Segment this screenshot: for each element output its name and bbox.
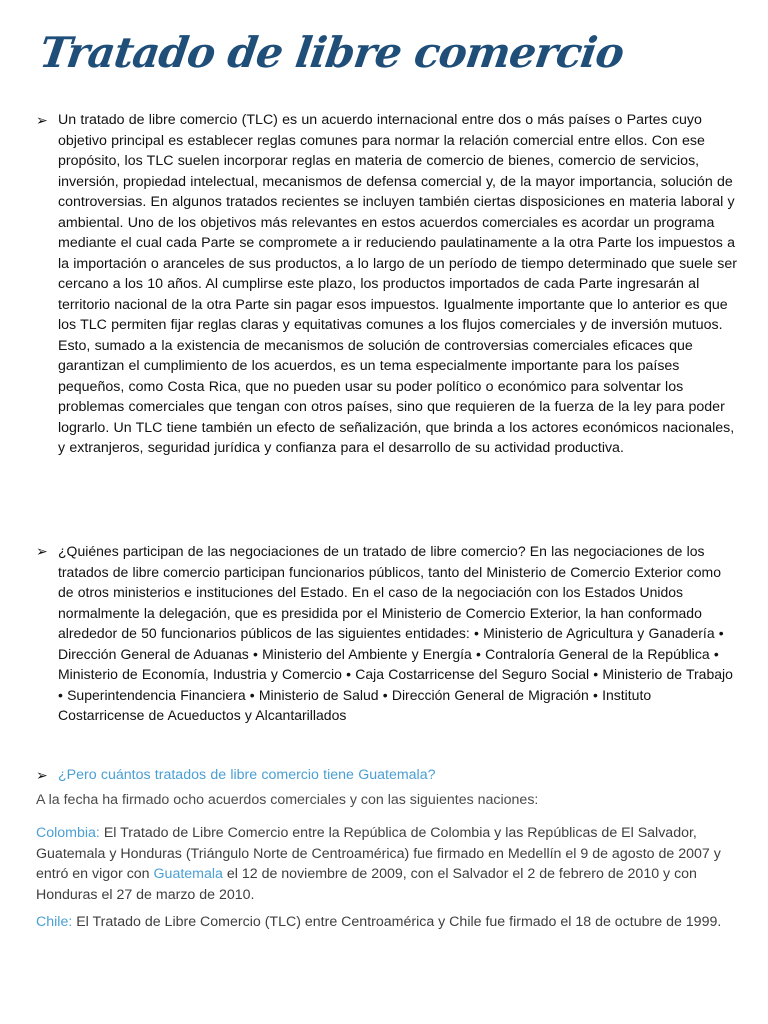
bullet-paragraph-participants (36, 541, 740, 726)
colombia-text-a: El Tratado de Libre Comercio entre la República de Colombia y las Repúblicas de El Salvador, Guatemala y Honduras (Triángulo Norte de Centroamérica) fue firmado en Medellín el 9 de agosto de 2007 y entró en vigor con (36, 825, 721, 882)
chile-label: Chile: (36, 914, 73, 930)
arrow-bullet-icon: ➢ (36, 112, 48, 128)
paragraph-participants: ¿Quiénes participan de las negociaciones de un tratado de libre comercio? En las negociaciones de los tratados de libre comercio participan funcionarios públicos, tanto del Ministerio de Comercio Exterior como de otros ministerios e instituciones del Estado. En el caso de la negociación con los Estados Unidos normalmente la delegación, que es presidida por el Ministerio de Comercio Exterior, la han conformado alrededor de 50 funcionarios públicos de las siguientes entidades: • Ministerio de Agricultura y Ganadería • Dirección General de Aduanas • Ministerio del Ambiente y Energía • Contraloría General de la República • Ministerio de Economía, Industria y Comercio • Caja Costarricense del Seguro Social • Ministerio de Trabajo • Superintendencia Financiera • Ministerio de Salud • Dirección General de Migración • Instituto Costarricense de Acueductos y Alcantarillados (58, 543, 733, 723)
page-title: Tratado de libre comercio (36, 28, 627, 77)
paragraph-colombia (36, 823, 742, 905)
bullet-paragraph-definition (36, 110, 740, 459)
arrow-bullet-icon: ➢ (36, 543, 48, 559)
chile-text: El Tratado de Libre Comercio (TLC) entre Centroamérica y Chile fue firmado el 18 de octubre de 1999. (72, 914, 722, 930)
paragraph-chile (36, 912, 742, 933)
bullet-question-guatemala (36, 765, 740, 786)
paragraph-definition: Un tratado de libre comercio (TLC) es un acuerdo internacional entre dos o más países o Partes cuyo objetivo principal es establecer reglas comunes para normar la relación comercial entre ellos. Con ese propósito, los TLC suelen incorporar reglas en materia de comercio de bienes, comercio de servicios, inversión, propiedad intelectual, mecanismos de defensa comercial y, de la mayor importancia, solución de controversias. En algunos tratados recientes se incluyen también ciertas disposiciones en materia laboral y ambiental. Uno de los objetivos más relevantes en estos acuerdos comerciales es acordar un programa mediante el cual cada Parte se compromete a ir reduciendo paulatinamente a la otra Parte los impuestos a la importación o aranceles de sus productos, a lo largo de un período de tiempo determinado que suele ser cercano a los 10 años. Al cumplirse este plazo, los productos importados de cada Parte ingresarán al territorio nacional de la otra Parte sin pagar esos impuestos. Igualmente importante que lo anterior es que los TLC permiten fijar reglas claras y equitativas comunes a los flujos comerciales y de inversión mutuos. Esto, sumado a la existencia de mecanismos de solución de controversias comerciales eficaces que garantizan el cumplimiento de los acuerdos, es un tema especialmente importante para los países pequeños, como Costa Rica, que no pueden usar su poder político o económico para solventar los problemas comerciales que tengan con otros países, sino que requieren de la fuerza de la ley para poder lograrlo. Un TLC tiene también un efecto de señalización, que brinda a los actores económicos nacionales, y extranjeros, seguridad jurídica y confianza para el desarrollo de su actividad productiva. (58, 112, 737, 456)
question-guatemala: ¿Pero cuántos tratados de libre comercio tiene Guatemala? (58, 767, 436, 783)
intro-line: A la fecha ha firmado ocho acuerdos comerciales y con las siguientes naciones: (36, 792, 539, 808)
guatemala-link[interactable]: Guatemala (153, 866, 223, 882)
arrow-bullet-icon: ➢ (36, 767, 48, 783)
colombia-label: Colombia: (36, 825, 100, 841)
colombia-text-b: el 12 de noviembre de 2009, con el Salvador el 2 de febrero de 2010 y con Honduras el 27 de marzo de 2010. (36, 866, 697, 903)
